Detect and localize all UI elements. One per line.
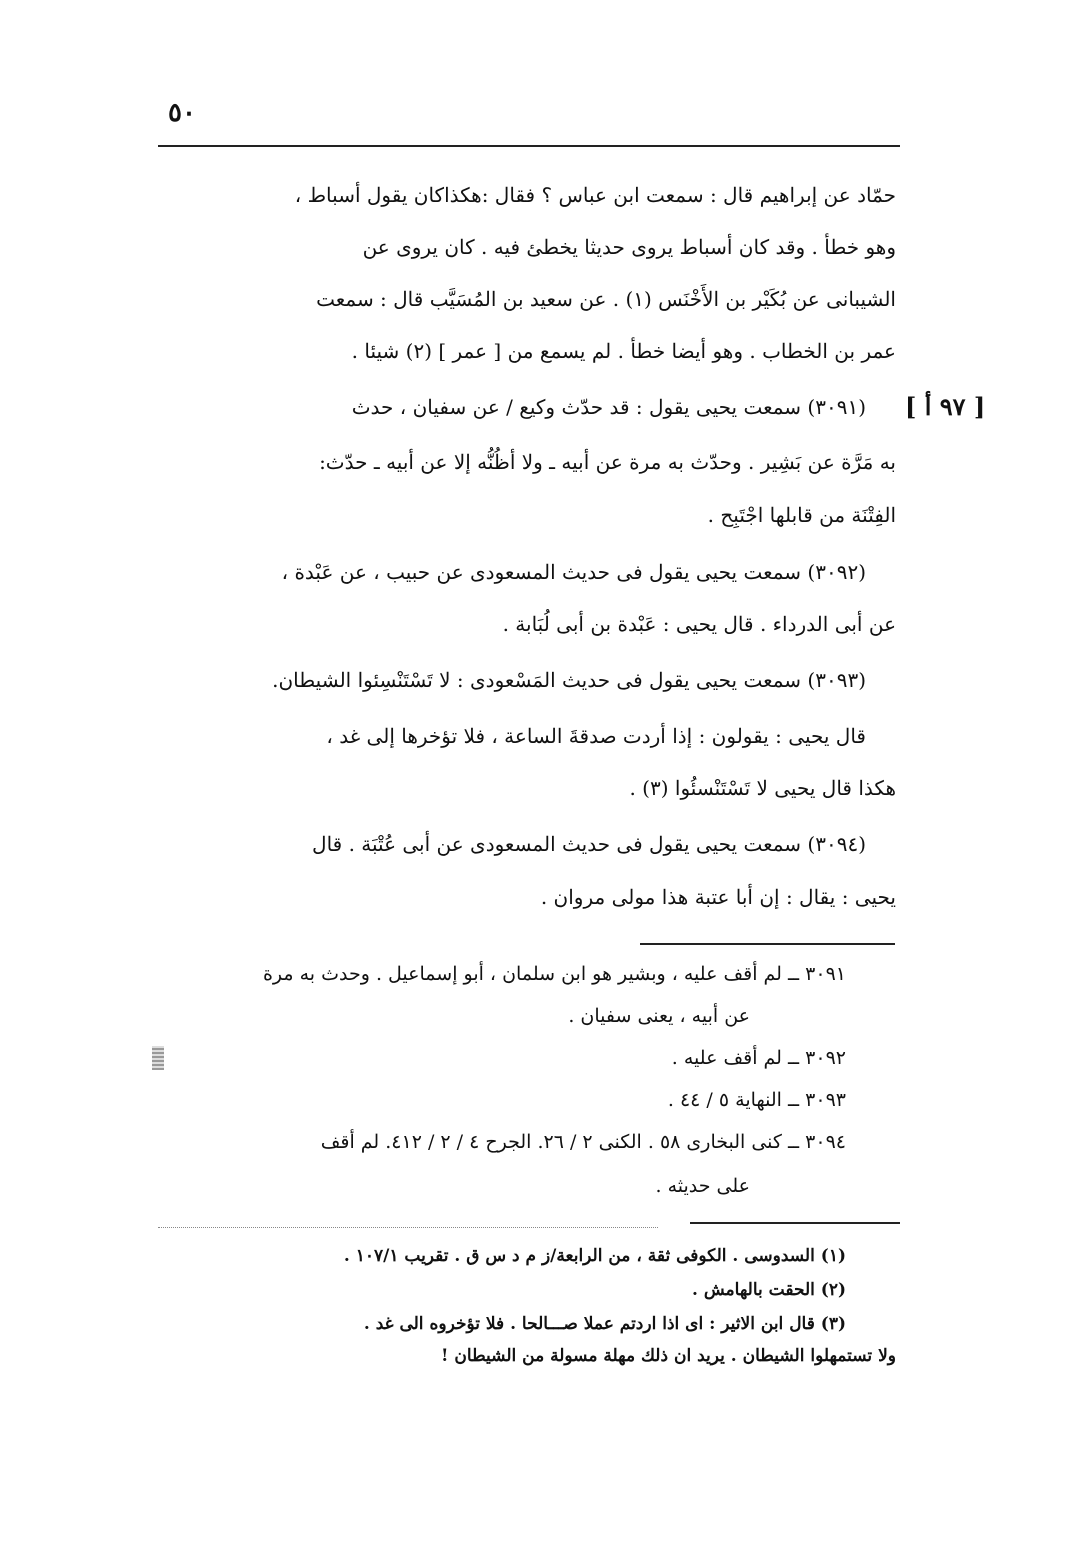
body-line: الشيبانى عن بُكَيْر بن الأَخْنَس (١) . عن سعيد بن المُسَيَّب قال : سمعت [316, 287, 896, 311]
body-line: عن أبى الدرداء . قال يحيى : عَبْدة بن أبى لُبَابة . [502, 612, 896, 636]
body-line: هكذا قال يحيى لا تَسْتَنْسئُوا (٣) . [629, 776, 896, 800]
entry-3092-line: (٣٠٩٢) سمعت يحيى يقول فى حديث المسعودى عن حبيب ، عن عَبْدة ، [281, 560, 866, 584]
body-line: يحيى : يقال : إن أبا عتبة هذا مولى مروان . [540, 885, 896, 909]
header-rule [158, 145, 900, 147]
note-line: عن أبيه ، يعنى سفيان . [568, 1005, 750, 1027]
footnote-rule [690, 1222, 900, 1224]
entry-3094-line: (٣٠٩٤) سمعت يحيى يقول فى حديث المسعودى عن أبى عُتْبَة . قال [312, 832, 866, 856]
note-line: ٣٠٩٣ ــ النهاية ٥ / ٤٤ . [667, 1089, 846, 1111]
body-line: قال يحيى : يقولون : إذا أردت صدقةَ الساعة ، فلا تؤخرها إلى غد ، [326, 724, 866, 748]
body-line: الفِتْنَة من قابلها اجْتَبِح . [707, 503, 896, 527]
note-line: على حديثه . [655, 1175, 750, 1197]
body-line: به مَرَّة عن بَشِير . وحدّث به مرة عن أبيه ـ ولا أظُنُّه إلا عن أبيه ـ حدّث: [319, 450, 896, 474]
body-line: حمّاد عن إبراهيم قال : سمعت ابن عباس ؟ فقال :هكذاكان يقول أسباط ، [294, 183, 896, 207]
footnote-line: (٣) قال ابن الاثير : اى اذا اردتم عملا صـــالحا . فلا تؤخروه الى غد . [363, 1314, 846, 1334]
body-line: عمر بن الخطاب . وهو أيضا خطأ . لم يسمع من [ عمر ] (٢) شيئا . [351, 339, 896, 363]
notes-rule [640, 943, 895, 945]
entry-3091-line: (٣٠٩١) سمعت يحيى يقول : قد حدّث وكيع / عن سفيان ، حدث [351, 395, 866, 419]
body-line: وهو خطأ . وقد كان أسباط يروى حديثا يخطئ فيه . كان يروى عن [362, 235, 896, 259]
footnote-dotted-rule [158, 1227, 658, 1228]
note-line: ٣٠٩٤ ــ كنى البخارى ٥٨ . الكنى ٢ / ٢٦. الجرح ٤ / ٢ / ٤١٢. لم أقف [320, 1131, 846, 1153]
footnote-line: (١) السدوسى . الكوفى ثقة ، من الرابعة/ز م د س ق . تقريب ١٠٧/١ . [343, 1246, 846, 1266]
page-number: ٥٠ [168, 98, 196, 128]
footnote-line: ولا تستمهلوا الشيطان . يريد ان ذلك مهلة مسولة من الشيطان ! [441, 1346, 896, 1366]
scan-artifact [152, 1046, 164, 1070]
entry-3093-line: (٣٠٩٣) سمعت يحيى يقول فى حديث المَسْعودى : لا تَسْتَنْسِئوا الشيطان. [272, 668, 866, 692]
note-line: ٣٠٩٢ ــ لم أقف عليه . [671, 1047, 846, 1069]
note-line: ٣٠٩١ ــ لم أقف عليه ، وبشير هو ابن سلمان ، أبو إسماعيل . وحدث به مرة [262, 963, 846, 985]
footnote-line: (٢) الحقت بالهامش . [692, 1280, 846, 1300]
marginal-folio-note: [ ٩٧ أ ] [905, 392, 986, 421]
